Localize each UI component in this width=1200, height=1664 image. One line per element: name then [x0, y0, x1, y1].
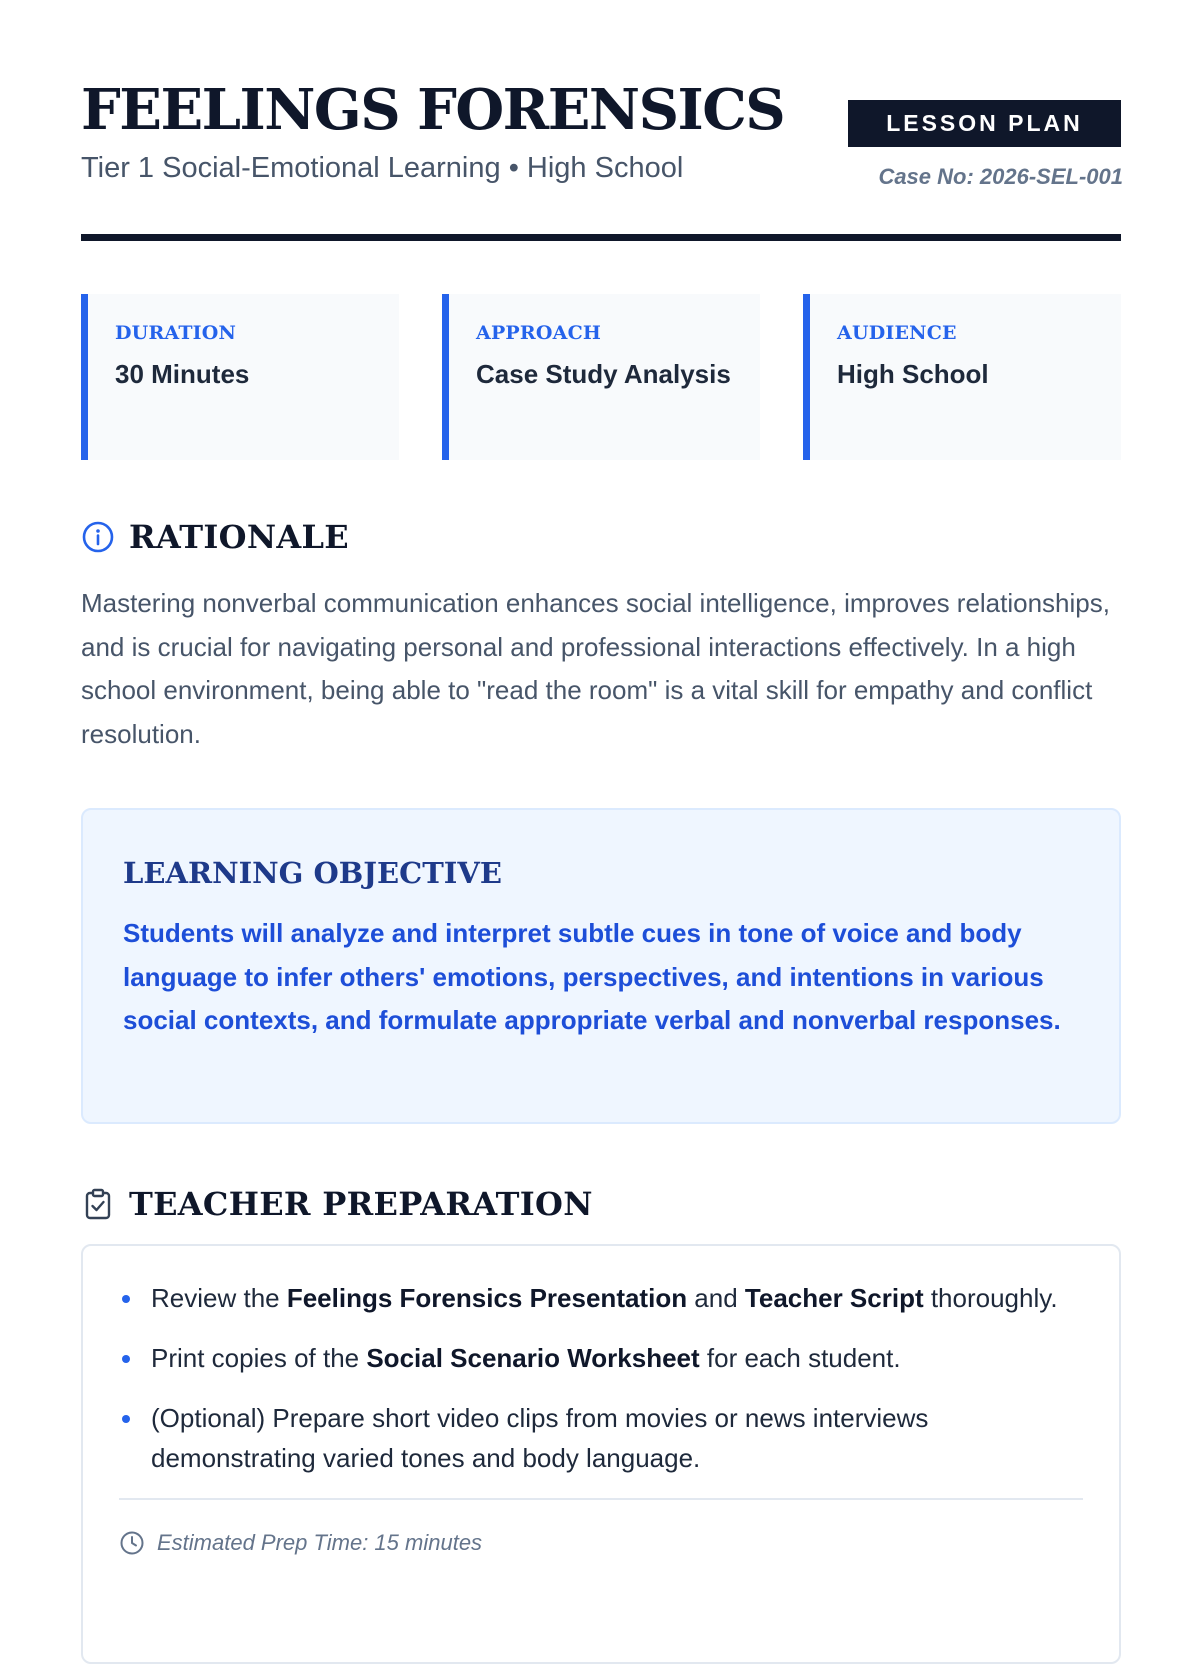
item-text: Review the — [151, 1283, 287, 1313]
audience-card — [803, 294, 1121, 460]
item-text: (Optional) Prepare short video clips from movies or news interviews demonstrating varied tones and body language. — [151, 1403, 929, 1473]
page-subtitle: Tier 1 Social-Emotional Learning • High School — [81, 152, 684, 184]
duration-card — [81, 294, 399, 460]
clock-icon — [119, 1530, 145, 1556]
item-text: and — [687, 1283, 745, 1313]
page-title: FEELINGS FORENSICS — [81, 77, 785, 143]
item-text: Print copies of the — [151, 1343, 367, 1373]
info-icon — [81, 520, 115, 554]
objective-text: Students will analyze and interpret subtle cues in tone of voice and body language to infer others' emotions, perspectives, and intentions in various social contexts, and formulate appropriate verbal and nonverbal responses. — [123, 918, 1061, 1035]
list-item — [119, 1278, 1083, 1318]
prep-time — [119, 1530, 1083, 1556]
clipboard-check-icon — [81, 1187, 115, 1221]
card-label: AUDIENCE — [837, 322, 957, 344]
list-item — [119, 1338, 1083, 1378]
item-bold-text: Social Scenario Worksheet — [366, 1343, 700, 1373]
header-divider — [81, 234, 1121, 241]
approach-card — [442, 294, 760, 460]
prep-list — [119, 1278, 1083, 1478]
learning-objective-box — [81, 808, 1121, 1124]
prep-time-text: Estimated Prep Time: 15 minutes — [157, 1530, 483, 1555]
teacher-preparation-box — [81, 1244, 1121, 1664]
bullet-dot — [122, 1355, 130, 1363]
info-cards — [81, 294, 1121, 460]
teacher-preparation-heading — [81, 1185, 593, 1223]
card-value: Case Study Analysis — [476, 359, 731, 389]
section-title: TEACHER PREPARATION — [129, 1185, 593, 1223]
card-value: 30 Minutes — [115, 359, 250, 389]
header — [81, 0, 1121, 240]
list-item — [119, 1398, 1083, 1478]
card-value: High School — [837, 359, 989, 389]
objective-title: LEARNING OBJECTIVE — [123, 856, 502, 890]
card-label: APPROACH — [476, 322, 602, 344]
item-text: thoroughly. — [923, 1283, 1058, 1313]
lesson-plan-badge: LESSON PLAN — [848, 100, 1121, 147]
rationale-heading — [81, 518, 349, 556]
prep-divider — [119, 1498, 1083, 1500]
item-bold-text: Feelings Forensics Presentation — [286, 1283, 688, 1313]
item-bold-text: Teacher Script — [744, 1283, 924, 1313]
bullet-dot — [122, 1415, 130, 1423]
lesson-plan-page — [81, 0, 1123, 1555]
item-text: for each student. — [699, 1343, 901, 1373]
card-label: DURATION — [115, 322, 237, 344]
bullet-dot — [122, 1295, 130, 1303]
section-title: RATIONALE — [129, 518, 349, 556]
case-number: Case No: 2026-SEL-001 — [878, 164, 1123, 189]
rationale-text: Mastering nonverbal communication enhances social intelligence, improves relationships, and is crucial for navigating personal and professional interactions effectively. In a high school environment, being able to "read the room" is a vital skill for empathy and conflict resolution. — [81, 588, 1110, 749]
